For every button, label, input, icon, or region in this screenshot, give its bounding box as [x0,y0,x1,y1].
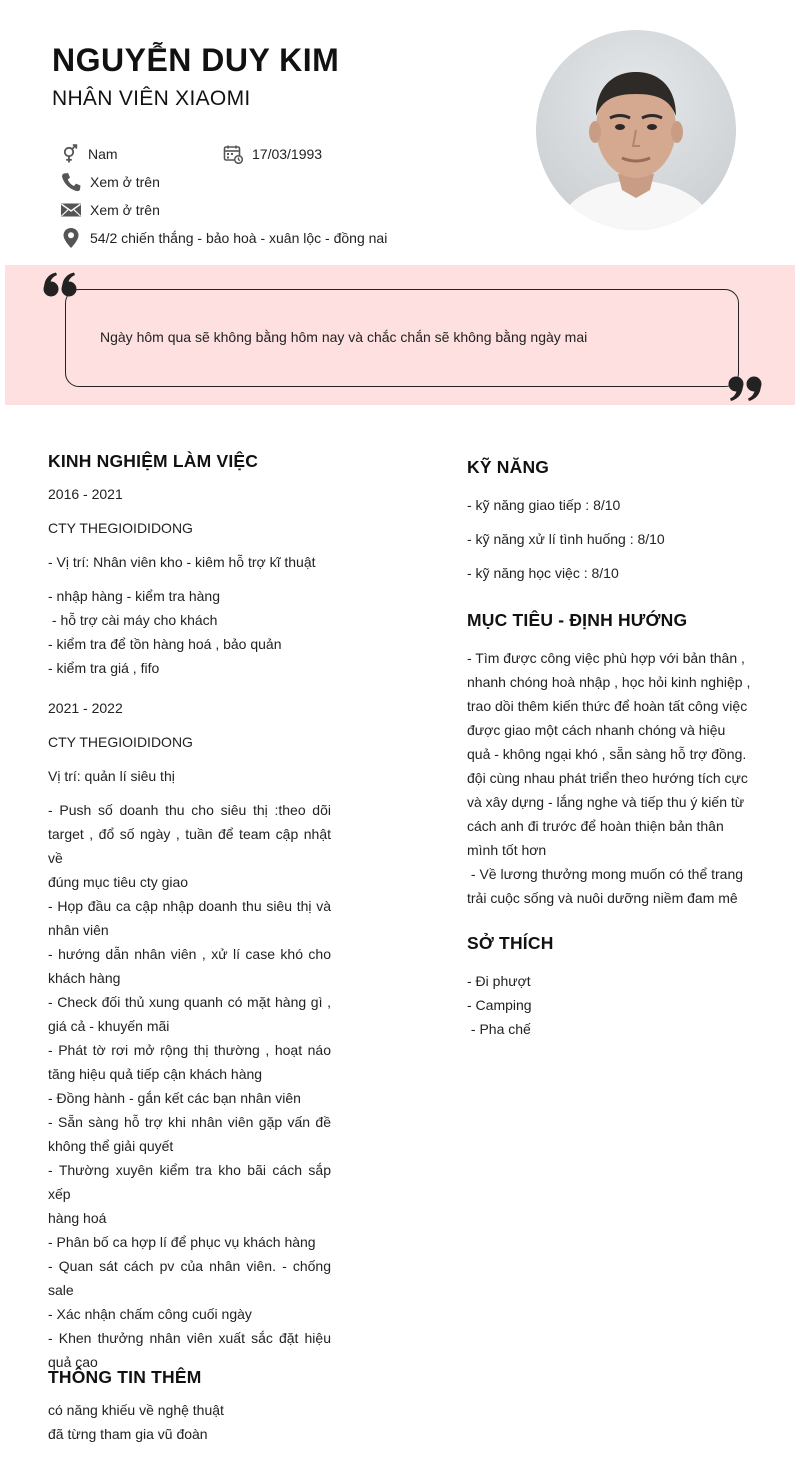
list-item: quả - không ngại khó , sẵn sàng hỗ trợ đồng. [467,746,747,762]
phone-icon [60,171,82,193]
job2-period: 2021 - 2022 [48,700,123,716]
list-item: cách anh đi trước để hoàn thiện bản thân [467,818,724,834]
list-item: - Họp đầu ca cập nhập doanh thu siêu thị và [48,898,331,914]
list-item: mình tốt hơn [467,842,547,858]
calendar-icon [222,143,244,165]
open-quote-icon [42,270,80,305]
list-item: - Đi phượt [467,973,531,989]
list-item: - Thường xuyên kiểm tra kho bãi cách sắp xếp [48,1162,331,1202]
skill-item: - kỹ năng học việc : 8/10 [467,565,619,581]
close-quote-icon [726,374,764,409]
mail-icon [60,199,82,221]
birthday-value: 17/03/1993 [252,146,323,162]
list-item: được giao một cách nhanh chóng và hiệu [467,722,726,738]
birthday-row [222,143,322,165]
job2-company: CTY THEGIOIDIDONG [48,734,193,750]
list-item: - kiểm tra giá , fifo [48,660,160,676]
list-item: - Check đối thủ xung quanh có mặt hàng gì , [48,994,331,1010]
location-pin-icon [60,227,82,249]
list-item: đúng mục tiêu cty giao [48,874,189,890]
list-item: không thể giải quyết [48,1138,174,1154]
list-item: nhanh chóng hoà nhập , học hỏi kinh nghiệp , [467,674,751,690]
extra-heading: THÔNG TIN THÊM [48,1367,202,1387]
list-item: - Quan sát cách pv của nhân viên. - chống sale [48,1258,331,1298]
list-item: - kiểm tra để tồn hàng hoá , bảo quản [48,636,282,652]
address-value: 54/2 chiến thắng - bảo hoà - xuân lộc - đồng nai [90,230,388,246]
skill-item: - kỹ năng giao tiếp : 8/10 [467,497,621,513]
goals-text [467,646,750,910]
list-item: - Phân bố ca hợp lí để phục vụ khách hàng [48,1234,316,1250]
experience-heading: KINH NGHIỆM LÀM VIỆC [48,451,259,471]
gender-icon [58,143,80,165]
list-item: - Push số doanh thu cho siêu thị :theo dõi [48,802,331,818]
skill-item: - kỹ năng xử lí tình huống : 8/10 [467,531,665,547]
job2-duties [48,798,331,1374]
list-item: - Phát tờ rơi mở rộng thị thường , hoạt náo [48,1042,331,1058]
list-item: đã từng tham gia vũ đoàn [48,1426,208,1442]
skills-heading: KỸ NĂNG [467,457,550,477]
list-item: nhân viên [48,922,109,938]
list-item: - Về lương thưởng mong muốn có thể trang [467,866,744,882]
job1-period: 2016 - 2021 [48,486,123,502]
list-item: - Đồng hành - gắn kết các bạn nhân viên [48,1090,301,1106]
list-item: giá cả - khuyến mãi [48,1018,170,1034]
list-item: trao dồi thêm kiến thức để hoàn tất công việc [467,698,748,714]
list-item: - Camping [467,997,532,1013]
list-item: - Tìm được công việc phù hợp với bản thân , [467,650,745,666]
list-item: và xây dựng - lắng nghe và tiếp thu ý kiến từ [467,794,745,810]
email-value: Xem ở trên [90,202,160,218]
list-item: - Xác nhận chấm công cuối ngày [48,1306,252,1322]
list-item: đội cùng nhau phát triển theo hướng tích cực [467,770,748,786]
email-row [60,199,160,221]
portrait-photo [536,30,736,230]
list-item: trải cuộc sống và nuôi dưỡng niềm đam mê [467,890,738,906]
list-item: - hướng dẫn nhân viên , xử lí case khó cho [48,946,331,962]
list-item: - Sẵn sàng hỗ trợ khi nhân viên gặp vấn đề [48,1114,331,1130]
hobbies-heading: SỞ THÍCH [467,933,554,953]
list-item: hàng hoá [48,1210,107,1226]
hobbies-list [467,969,532,1041]
job1-company: CTY THEGIOIDIDONG [48,520,193,536]
list-item: - nhập hàng - kiểm tra hàng [48,588,220,604]
job1-duties [48,584,282,680]
job1-position: - Vị trí: Nhân viên kho - kiêm hỗ trợ kĩ thuật [48,554,316,570]
candidate-name: NGUYỄN DUY KIM [52,42,340,78]
goals-heading: MỤC TIÊU - ĐỊNH HƯỚNG [467,610,688,630]
extra-text [48,1398,224,1446]
phone-value: Xem ở trên [90,174,160,190]
gender-row [58,143,118,165]
gender-value: Nam [88,146,118,162]
address-row [60,227,387,249]
list-item: khách hàng [48,970,121,986]
job-title: NHÂN VIÊN XIAOMI [52,87,251,110]
list-item: - hỗ trợ cài máy cho khách [48,612,218,628]
list-item: có năng khiếu về nghệ thuật [48,1402,224,1418]
quote-text: Ngày hôm qua sẽ không bằng hôm nay và chắc chắn sẽ không bằng ngày mai [100,329,588,345]
list-item: target , đổ số ngày , tuần để team cập nhật về [48,826,331,866]
avatar [536,30,736,230]
phone-row [60,171,160,193]
job2-position: Vị trí: quản lí siêu thị [48,768,175,784]
list-item: quả cao [48,1354,98,1370]
list-item: - Khen thưởng nhân viên xuất sắc đặt hiệu [48,1330,331,1346]
list-item: - Pha chế [467,1021,531,1037]
list-item: tăng hiệu quả tiếp cận khách hàng [48,1066,263,1082]
